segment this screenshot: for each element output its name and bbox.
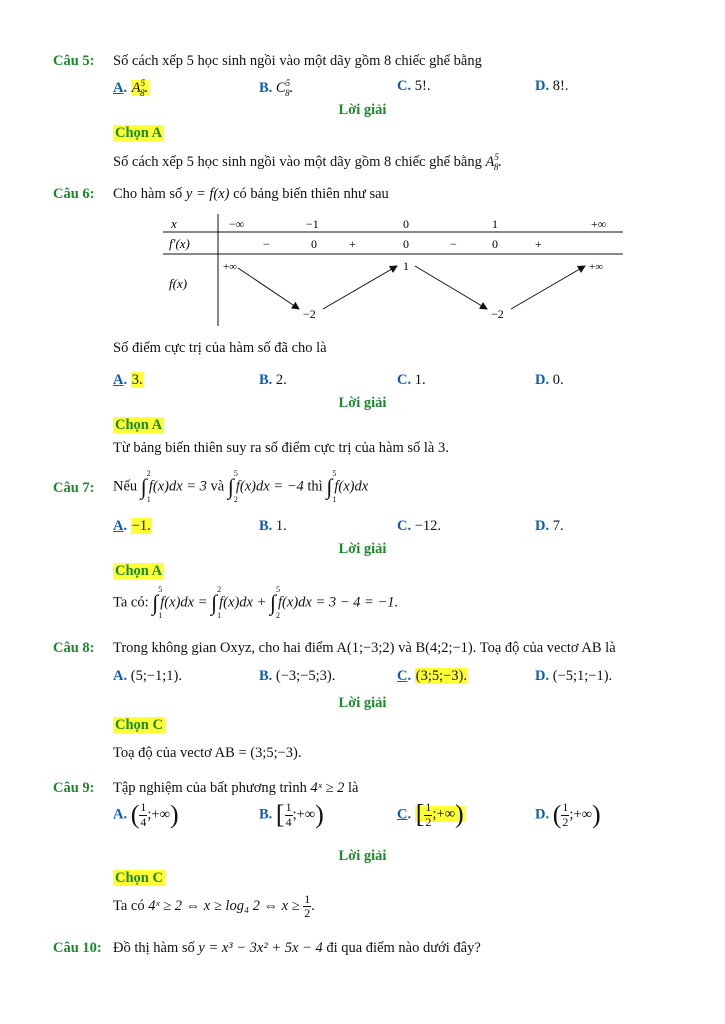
sign: + xyxy=(349,237,356,251)
arrow-up xyxy=(323,266,397,309)
x-value: +∞ xyxy=(591,217,607,231)
option-b[interactable]: B. 2. xyxy=(259,372,287,388)
solution-heading: Lời giải xyxy=(338,102,387,118)
f-value: +∞ xyxy=(589,261,604,273)
arrow-down xyxy=(415,266,487,309)
question-label: Câu 6: xyxy=(53,186,95,202)
option-b[interactable]: B. [ $\frac{1}{4}$ ;+∞) xyxy=(259,800,324,829)
question-label: Câu 7: xyxy=(53,480,95,496)
solution-heading: Lời giải xyxy=(338,848,387,864)
question-text: Trong không gian Oxyz, cho hai điểm A(1;−3;2) và B(4;2;−1). Toạ độ của vectơ AB là xyxy=(113,640,616,656)
row-f-label: f(x) xyxy=(169,276,188,291)
f-value: −2 xyxy=(491,307,504,321)
option-c[interactable]: C. 5!. xyxy=(397,78,431,94)
option-d[interactable]: D. ( $\frac{1}{2}$ ;+∞) xyxy=(535,800,601,829)
arrow-down xyxy=(238,268,299,309)
option-b[interactable]: B. $C^5_8$. xyxy=(259,78,294,98)
question-text: Đồ thị hàm số y = x³ − 3x² + 5x − 4 đi qua điểm nào dưới đây? xyxy=(113,940,481,956)
question-label: Câu 9: xyxy=(53,780,95,796)
option-a[interactable]: A. 3. xyxy=(113,372,143,388)
sign: − xyxy=(263,237,270,251)
x-value: −∞ xyxy=(229,217,245,231)
option-b[interactable]: B. 1. xyxy=(259,518,287,534)
solution-text: Ta có 4ˣ ≥ 2 ⇔ x ≥ log₄ 2 ⇔ x ≥ $\frac{1}{2}$ . xyxy=(113,892,315,921)
question-label: Câu 10: xyxy=(53,940,102,956)
answer-choice: Chọn C xyxy=(115,870,163,886)
option-c[interactable]: C. (3;5;−3). xyxy=(397,668,468,684)
sign: − xyxy=(450,237,457,251)
question-text: Nếu ∫ 2 1 f(x)dx = 3 và ∫ 5 2 f(x)dx = −4 thì ∫ 5 1 f(x)dx xyxy=(113,469,369,504)
sign: + xyxy=(535,237,542,251)
option-b[interactable]: B. (−3;−5;3). xyxy=(259,668,336,684)
x-value: 1 xyxy=(492,217,498,231)
option-a[interactable]: A. ( $\frac{1}{4}$ ;+∞) xyxy=(113,800,179,829)
f-value: +∞ xyxy=(223,261,238,273)
solution-text: Số cách xếp 5 học sinh ngồi vào một dãy gồm 8 chiếc ghế bằng $A^5_8$. xyxy=(113,152,502,172)
x-value: 0 xyxy=(403,217,409,231)
option-c[interactable]: C. [ $\frac{1}{2}$ ;+∞) xyxy=(397,800,464,829)
option-d[interactable]: D. 7. xyxy=(535,518,564,534)
option-a[interactable]: A. $A^5_8$. xyxy=(113,78,149,98)
row-fp-label: f′(x) xyxy=(169,236,190,251)
sign: 0 xyxy=(492,237,498,251)
question-text: Số điểm cực trị của hàm số đã cho là xyxy=(113,340,327,356)
solution-heading: Lời giải xyxy=(338,395,387,411)
answer-choice: Chọn C xyxy=(115,717,163,733)
solution-heading: Lời giải xyxy=(338,541,387,557)
option-d[interactable]: D. 0. xyxy=(535,372,564,388)
sign: 0 xyxy=(403,237,409,251)
row-x-label: x xyxy=(171,216,177,231)
option-c[interactable]: C. −12. xyxy=(397,518,442,534)
variation-table xyxy=(163,214,623,326)
solution-text: Ta có: ∫ 5 1 f(x)dx = ∫ 2 1 f(x)dx + ∫ 5 2 f(x)dx = 3 − 4 = −1. xyxy=(113,585,399,620)
option-a[interactable]: A. −1. xyxy=(113,518,151,534)
option-c[interactable]: C. 1. xyxy=(397,372,426,388)
sign: 0 xyxy=(311,237,317,251)
arrow-up xyxy=(511,266,585,309)
question-text: Cho hàm số y = f(x) có bảng biến thiên như sau xyxy=(113,186,389,202)
question-text: Số cách xếp 5 học sinh ngồi vào một dãy gồm 8 chiếc ghế bằng xyxy=(113,53,482,69)
solution-text: Từ bảng biến thiên suy ra số điểm cực trị của hàm số là 3. xyxy=(113,440,449,456)
solution-text: Toạ độ của vectơ AB = (3;5;−3). xyxy=(113,745,302,761)
answer-choice: Chọn A xyxy=(115,125,163,141)
question-label: Câu 8: xyxy=(53,640,95,656)
question-text: Tập nghiệm của bất phương trình 4ˣ ≥ 2 là xyxy=(113,780,359,796)
option-d[interactable]: D. (−5;1;−1). xyxy=(535,668,613,684)
question-label: Câu 5: xyxy=(53,53,95,69)
option-a[interactable]: A. (5;−1;1). xyxy=(113,668,183,684)
option-d[interactable]: D. 8!. xyxy=(535,78,569,94)
answer-choice: Chọn A xyxy=(115,563,163,579)
f-value: 1 xyxy=(403,259,409,273)
f-value: −2 xyxy=(303,307,316,321)
solution-heading: Lời giải xyxy=(338,695,387,711)
answer-choice: Chọn A xyxy=(115,417,163,433)
x-value: −1 xyxy=(306,217,319,231)
